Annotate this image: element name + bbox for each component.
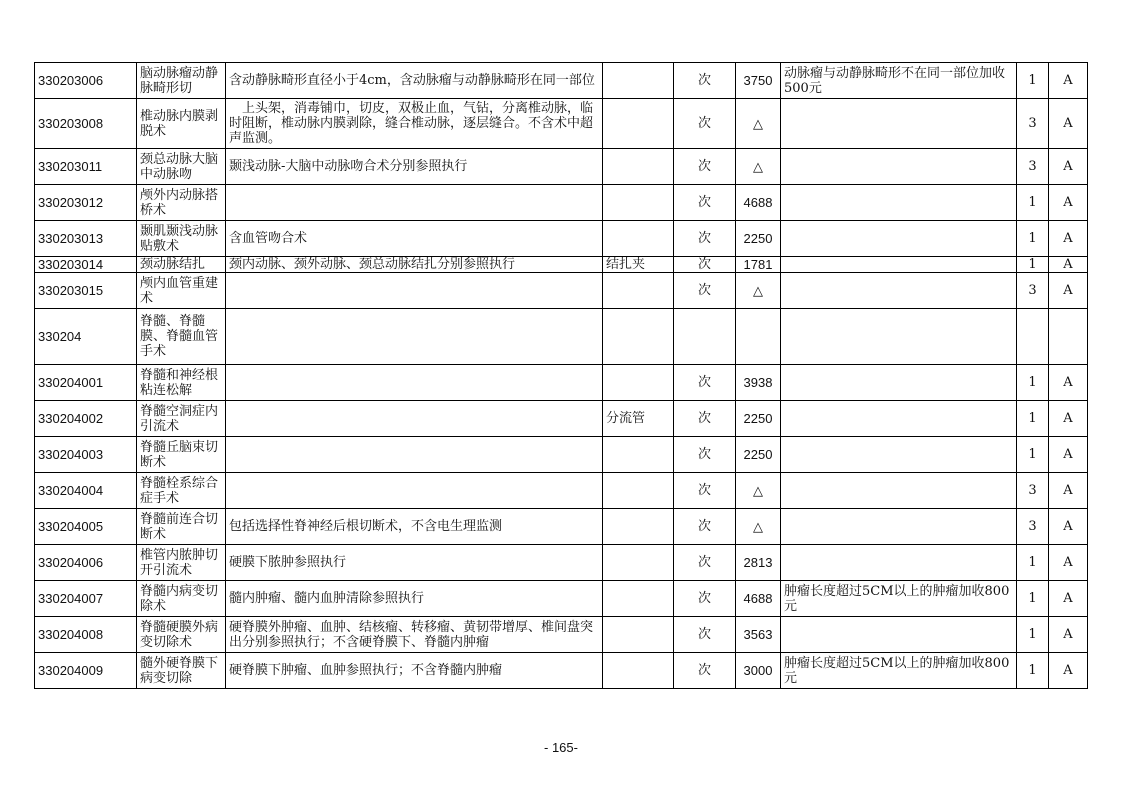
row-unit: 次 bbox=[674, 273, 736, 309]
row-unit: 次 bbox=[674, 401, 736, 437]
row-name: 脊髓空洞症内引流术 bbox=[137, 401, 226, 437]
row-name: 颞肌颞浅动脉贴敷术 bbox=[137, 221, 226, 257]
row-grade: A bbox=[1049, 273, 1088, 309]
row-category: 1 bbox=[1017, 401, 1049, 437]
row-category: 1 bbox=[1017, 221, 1049, 257]
row-category: 1 bbox=[1017, 185, 1049, 221]
row-excluded-items bbox=[603, 545, 674, 581]
row-grade: A bbox=[1049, 257, 1088, 273]
row-note bbox=[781, 365, 1017, 401]
table-row bbox=[35, 221, 1088, 257]
row-excluded-items bbox=[603, 653, 674, 689]
row-unit: 次 bbox=[674, 99, 736, 149]
row-unit: 次 bbox=[674, 581, 736, 617]
row-excluded-items bbox=[603, 99, 674, 149]
row-name: 髓外硬脊膜下病变切除 bbox=[137, 653, 226, 689]
row-price: 2250 bbox=[736, 221, 781, 257]
row-code: 330204009 bbox=[35, 653, 137, 689]
row-content bbox=[226, 185, 603, 221]
row-unit bbox=[674, 309, 736, 365]
table-row bbox=[35, 617, 1088, 653]
row-content bbox=[226, 365, 603, 401]
row-grade: A bbox=[1049, 617, 1088, 653]
fee-table-body bbox=[35, 63, 1088, 689]
row-price: 4688 bbox=[736, 185, 781, 221]
row-category: 3 bbox=[1017, 99, 1049, 149]
table-row bbox=[35, 473, 1088, 509]
row-category: 1 bbox=[1017, 653, 1049, 689]
row-price: 4688 bbox=[736, 581, 781, 617]
row-category: 3 bbox=[1017, 149, 1049, 185]
row-code: 330204 bbox=[35, 309, 137, 365]
row-content bbox=[226, 273, 603, 309]
row-code: 330203012 bbox=[35, 185, 137, 221]
row-excluded-items bbox=[603, 221, 674, 257]
table-row bbox=[35, 309, 1088, 365]
row-grade: A bbox=[1049, 473, 1088, 509]
row-content: 含血管吻合术 bbox=[226, 221, 603, 257]
row-grade: A bbox=[1049, 581, 1088, 617]
row-name: 脊髓硬膜外病变切除术 bbox=[137, 617, 226, 653]
row-note bbox=[781, 509, 1017, 545]
row-unit: 次 bbox=[674, 257, 736, 273]
row-note bbox=[781, 401, 1017, 437]
row-price: △ bbox=[736, 149, 781, 185]
row-content: 髓内肿瘤、髓内血肿清除参照执行 bbox=[226, 581, 603, 617]
row-price: 3563 bbox=[736, 617, 781, 653]
row-unit: 次 bbox=[674, 509, 736, 545]
row-note: 动脉瘤与动静脉畸形不在同一部位加收500元 bbox=[781, 63, 1017, 99]
row-name: 脊髓内病变切除术 bbox=[137, 581, 226, 617]
table-row bbox=[35, 581, 1088, 617]
row-price: 1781 bbox=[736, 257, 781, 273]
row-excluded-items: 结扎夹 bbox=[603, 257, 674, 273]
row-code: 330203015 bbox=[35, 273, 137, 309]
row-note bbox=[781, 257, 1017, 273]
row-excluded-items bbox=[603, 63, 674, 99]
table-row bbox=[35, 653, 1088, 689]
row-note bbox=[781, 437, 1017, 473]
row-unit: 次 bbox=[674, 473, 736, 509]
table-row bbox=[35, 99, 1088, 149]
row-unit: 次 bbox=[674, 365, 736, 401]
row-unit: 次 bbox=[674, 221, 736, 257]
row-category: 1 bbox=[1017, 365, 1049, 401]
row-category: 3 bbox=[1017, 509, 1049, 545]
row-code: 330203008 bbox=[35, 99, 137, 149]
row-note bbox=[781, 149, 1017, 185]
row-price: 3938 bbox=[736, 365, 781, 401]
row-price: 2250 bbox=[736, 437, 781, 473]
row-price: 2813 bbox=[736, 545, 781, 581]
row-unit: 次 bbox=[674, 149, 736, 185]
row-price: △ bbox=[736, 273, 781, 309]
row-content: 颈内动脉、颈外动脉、颈总动脉结扎分别参照执行 bbox=[226, 257, 603, 273]
row-grade: A bbox=[1049, 63, 1088, 99]
row-name: 脊髓栓系综合症手术 bbox=[137, 473, 226, 509]
row-content: 硬脊膜外肿瘤、血肿、结核瘤、转移瘤、黄韧带增厚、椎间盘突出分别参照执行；不含硬脊膜下、脊髓内肿瘤 bbox=[226, 617, 603, 653]
row-unit: 次 bbox=[674, 545, 736, 581]
row-name: 椎管内脓肿切开引流术 bbox=[137, 545, 226, 581]
table-row bbox=[35, 437, 1088, 473]
row-name: 脊髓丘脑束切断术 bbox=[137, 437, 226, 473]
row-content bbox=[226, 473, 603, 509]
table-row bbox=[35, 149, 1088, 185]
row-note: 肿瘤长度超过5CM以上的肿瘤加收800元 bbox=[781, 581, 1017, 617]
row-note bbox=[781, 545, 1017, 581]
fee-table bbox=[34, 62, 1088, 689]
row-excluded-items bbox=[603, 149, 674, 185]
row-code: 330203006 bbox=[35, 63, 137, 99]
row-name: 脊髓、脊髓膜、脊髓血管手术 bbox=[137, 309, 226, 365]
table-row bbox=[35, 401, 1088, 437]
row-excluded-items bbox=[603, 185, 674, 221]
page-number: - 165- bbox=[544, 740, 578, 755]
row-grade: A bbox=[1049, 401, 1088, 437]
row-category bbox=[1017, 309, 1049, 365]
row-code: 330204007 bbox=[35, 581, 137, 617]
row-code: 330203013 bbox=[35, 221, 137, 257]
row-content: 包括选择性脊神经后根切断术，不含电生理监测 bbox=[226, 509, 603, 545]
row-content: 颞浅动脉-大脑中动脉吻合术分别参照执行 bbox=[226, 149, 603, 185]
row-category: 1 bbox=[1017, 63, 1049, 99]
row-grade: A bbox=[1049, 185, 1088, 221]
row-grade: A bbox=[1049, 149, 1088, 185]
table-row bbox=[35, 273, 1088, 309]
row-price: △ bbox=[736, 473, 781, 509]
row-content bbox=[226, 437, 603, 473]
row-grade: A bbox=[1049, 365, 1088, 401]
row-category: 1 bbox=[1017, 437, 1049, 473]
row-code: 330204001 bbox=[35, 365, 137, 401]
row-excluded-items bbox=[603, 509, 674, 545]
table-row bbox=[35, 185, 1088, 221]
row-note: 肿瘤长度超过5CM以上的肿瘤加收800元 bbox=[781, 653, 1017, 689]
row-grade: A bbox=[1049, 545, 1088, 581]
row-category: 3 bbox=[1017, 473, 1049, 509]
row-unit: 次 bbox=[674, 653, 736, 689]
row-unit: 次 bbox=[674, 437, 736, 473]
row-name: 颅外内动脉搭桥术 bbox=[137, 185, 226, 221]
row-grade: A bbox=[1049, 221, 1088, 257]
row-category: 1 bbox=[1017, 581, 1049, 617]
row-excluded-items bbox=[603, 309, 674, 365]
row-category: 1 bbox=[1017, 545, 1049, 581]
row-content bbox=[226, 309, 603, 365]
row-content: 硬脊膜下肿瘤、血肿参照执行；不含脊髓内肿瘤 bbox=[226, 653, 603, 689]
row-grade: A bbox=[1049, 653, 1088, 689]
row-note bbox=[781, 309, 1017, 365]
row-excluded-items bbox=[603, 273, 674, 309]
row-name: 脑动脉瘤动静脉畸形切 bbox=[137, 63, 226, 99]
table-row bbox=[35, 63, 1088, 99]
row-excluded-items bbox=[603, 437, 674, 473]
row-content: 硬膜下脓肿参照执行 bbox=[226, 545, 603, 581]
row-name: 脊髓前连合切断术 bbox=[137, 509, 226, 545]
table-row bbox=[35, 545, 1088, 581]
row-code: 330204002 bbox=[35, 401, 137, 437]
row-category: 1 bbox=[1017, 257, 1049, 273]
row-unit: 次 bbox=[674, 617, 736, 653]
row-grade: A bbox=[1049, 509, 1088, 545]
row-name: 颅内血管重建术 bbox=[137, 273, 226, 309]
table-row bbox=[35, 365, 1088, 401]
row-name: 脊髓和神经根粘连松解 bbox=[137, 365, 226, 401]
row-code: 330204004 bbox=[35, 473, 137, 509]
row-code: 330204005 bbox=[35, 509, 137, 545]
row-price: 3750 bbox=[736, 63, 781, 99]
row-note bbox=[781, 273, 1017, 309]
row-code: 330204006 bbox=[35, 545, 137, 581]
table-row bbox=[35, 509, 1088, 545]
row-name: 颈总动脉大脑中动脉吻 bbox=[137, 149, 226, 185]
row-unit: 次 bbox=[674, 185, 736, 221]
row-price: 3000 bbox=[736, 653, 781, 689]
row-content: 上头架，消毒铺巾，切皮，双极止血，气钻，分离椎动脉，临时阻断，椎动脉内膜剥除，缝合椎动脉，逐层缝合。不含术中超声监测。 bbox=[226, 99, 603, 149]
row-content bbox=[226, 401, 603, 437]
row-grade bbox=[1049, 309, 1088, 365]
row-content: 含动静脉畸形直径小于4cm，含动脉瘤与动静脉畸形在同一部位 bbox=[226, 63, 603, 99]
row-price bbox=[736, 309, 781, 365]
row-price: △ bbox=[736, 99, 781, 149]
row-unit: 次 bbox=[674, 63, 736, 99]
row-price: 2250 bbox=[736, 401, 781, 437]
row-code: 330204003 bbox=[35, 437, 137, 473]
row-price: △ bbox=[736, 509, 781, 545]
row-grade: A bbox=[1049, 99, 1088, 149]
row-note bbox=[781, 221, 1017, 257]
row-note bbox=[781, 185, 1017, 221]
row-category: 1 bbox=[1017, 617, 1049, 653]
row-excluded-items bbox=[603, 617, 674, 653]
row-note bbox=[781, 473, 1017, 509]
row-excluded-items bbox=[603, 473, 674, 509]
row-code: 330204008 bbox=[35, 617, 137, 653]
row-excluded-items bbox=[603, 581, 674, 617]
row-category: 3 bbox=[1017, 273, 1049, 309]
table-row bbox=[35, 257, 1088, 273]
row-excluded-items bbox=[603, 365, 674, 401]
row-excluded-items: 分流管 bbox=[603, 401, 674, 437]
row-note bbox=[781, 99, 1017, 149]
row-code: 330203014 bbox=[35, 257, 137, 273]
row-code: 330203011 bbox=[35, 149, 137, 185]
row-grade: A bbox=[1049, 437, 1088, 473]
row-name: 颈动脉结扎 bbox=[137, 257, 226, 273]
row-name: 椎动脉内膜剥脱术 bbox=[137, 99, 226, 149]
row-note bbox=[781, 617, 1017, 653]
